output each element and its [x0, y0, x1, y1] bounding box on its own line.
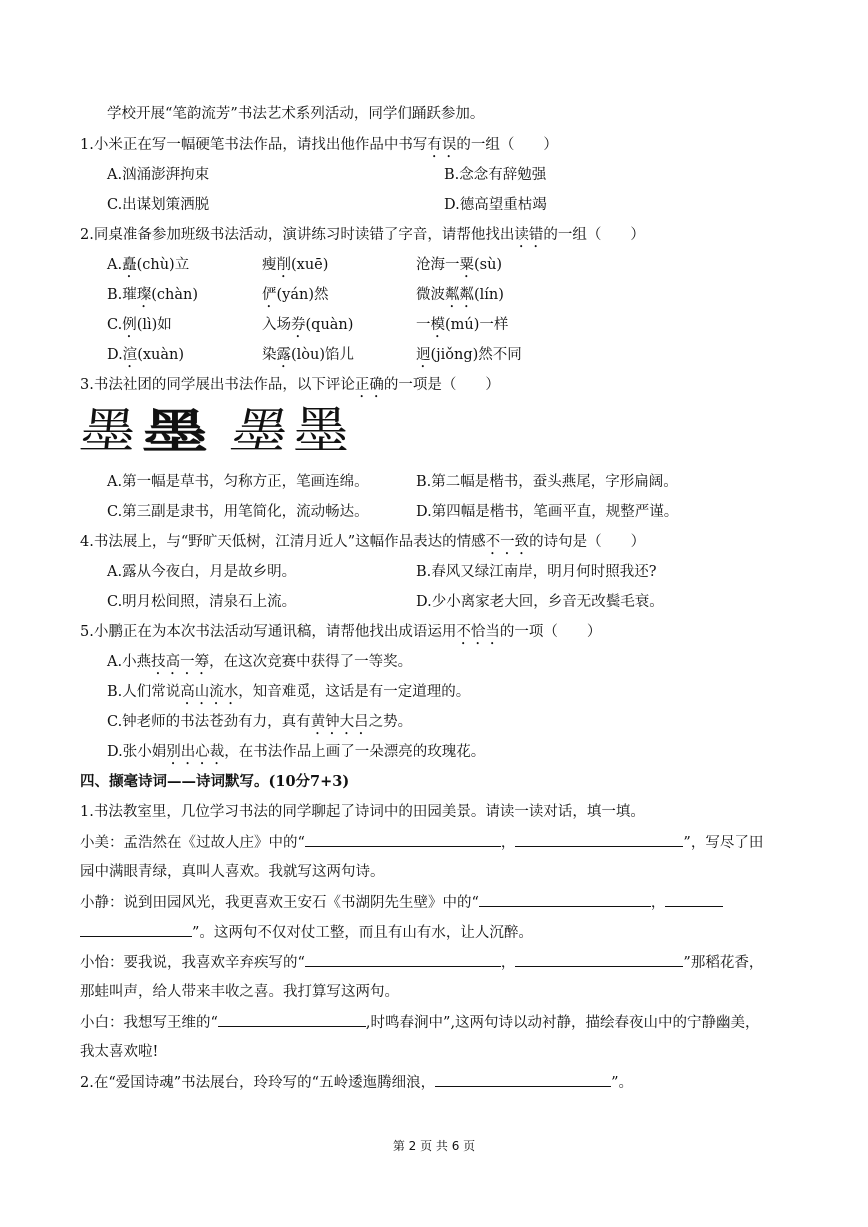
calligraphy-running: 墨: [226, 403, 295, 460]
answer-blank[interactable]: [515, 832, 683, 847]
xiaojing-line2: [80, 922, 533, 943]
xiaobai-line1: [80, 1012, 760, 1033]
dialog-text: 小静：说到田园风光，我更喜欢王安石《书湖阴先生壁》中的“: [80, 895, 479, 911]
xiaomei-line2: 园中满眼青绿，真叫人喜欢。我就写这两句诗。: [80, 864, 385, 880]
q2-row-a-col2: [262, 255, 328, 281]
q3-stem-b: 的一项是（ ）: [383, 377, 500, 393]
q2-stem-emphasis: 读错: [514, 227, 544, 243]
q5-text: B.人们常说: [107, 684, 181, 700]
q2-dotted-char: 削: [276, 257, 291, 273]
q2-dotted-char: 模: [430, 317, 445, 333]
q3-option-b: B.第二幅是楷书，蚕头燕尾，字形扁阔。: [416, 474, 678, 490]
answer-blank[interactable]: [305, 952, 501, 967]
q2-pinyin: (jiǒng)然不同: [430, 347, 522, 363]
q2-dotted-char: 俨: [262, 287, 277, 303]
q2-text: 入场: [262, 317, 291, 333]
q2-row-c-col1: [107, 315, 172, 341]
q5-idiom: 黄钟大吕: [310, 714, 369, 730]
section4-q1-stem: 1.书法教室里，几位学习书法的同学聊起了诗词中的田园美景。请读一读对话，填一填。: [80, 804, 645, 820]
q3-option-a: A.第一幅是草书，匀称方正，笔画连绵。: [107, 474, 369, 490]
q2-pinyin: (xuē): [291, 257, 329, 273]
dialog-text: ”那稻花香，: [683, 955, 764, 971]
q2-pinyin: (lín): [474, 287, 504, 303]
q1-option-b: B.念念有辞勉强: [444, 167, 547, 183]
dialog-text: ,时鸣春涧中”,这两句诗以动衬静，描绘春夜山中的宁静幽美，: [365, 1015, 760, 1031]
q2-stem-a: 2.同桌准备参加班级书法活动，演讲练习时读错了字音，请帮他找出: [80, 227, 515, 243]
dialog-text: ，: [500, 835, 516, 851]
q5-option-b: [107, 682, 470, 708]
q5-text: ，在书法作品上画了一朵漂亮的玫瑰花。: [224, 744, 486, 760]
dialog-text: ”。这两句不仅对仗工整，而且有山有水，让人沉醉。: [192, 925, 533, 941]
q5-text: D.张小娟: [107, 744, 167, 760]
q5-idiom: 高山流水: [180, 684, 239, 700]
q3-stem-emphasis: 正确: [354, 377, 384, 393]
q2-row-b-col2: [262, 285, 329, 311]
q1-stem-emphasis: 有误: [427, 137, 457, 153]
q3-option-d: D.第四幅是楷书，笔画平直，规整严谨。: [416, 504, 679, 520]
q2-row-b-col1: [107, 285, 198, 311]
q2-row-a-col1: [107, 255, 189, 281]
q2-stem-b: 的一组（ ）: [543, 227, 645, 243]
dialog-text: ”，写尽了田: [683, 835, 764, 851]
calligraphy-regular: 墨: [293, 402, 349, 461]
q4-option-b: B.春风又绿江南岸，明月何时照我还?: [416, 564, 657, 580]
q5-option-c: [107, 712, 412, 738]
q5-stem: [80, 622, 601, 648]
q2-dotted-char: 例: [122, 317, 137, 333]
q5-idiom: 别出心裁: [166, 744, 225, 760]
dialog-text: ”。: [611, 1075, 633, 1091]
q2-dotted-char: 渲: [122, 347, 138, 363]
q2-text: A.: [107, 257, 123, 273]
q2-pinyin: (chàn): [151, 287, 199, 303]
q2-pinyin: (chù)立: [136, 257, 190, 273]
xiaoyi-line2: 那蛙叫声，给人带来丰收之喜。我打算写这两句。: [80, 984, 399, 1000]
q4-option-d: D.少小离家老大回，乡音无改鬓毛衰。: [416, 594, 664, 610]
q2-text: 微波: [416, 287, 445, 303]
answer-blank[interactable]: [665, 892, 723, 907]
q2-text: D.: [107, 347, 123, 363]
dialog-text: 小白：我想写王维的“: [80, 1015, 218, 1031]
dialog-text: ，: [650, 895, 666, 911]
q2-dotted-char: 璨: [136, 287, 152, 303]
q5-option-a: [107, 652, 412, 678]
q5-idiom: 技高一筹: [151, 654, 210, 670]
q1-option-d: D.德高望重枯竭: [444, 197, 547, 213]
calligraphy-clerical: 墨: [141, 404, 209, 460]
q1-stem-b: 的一组（ ）: [456, 137, 558, 153]
q3-stem: [80, 375, 500, 401]
q2-text: 一: [416, 317, 431, 333]
q5-text: A.小燕: [107, 654, 152, 670]
page-footer: 第 2 页 共 6 页: [392, 1139, 476, 1153]
q5-stem-emphasis: 不恰当: [456, 624, 500, 640]
answer-blank[interactable]: [435, 1072, 611, 1087]
q2-stem: [80, 225, 645, 251]
q1-stem: [80, 135, 558, 161]
q2-pinyin: (sù): [474, 257, 503, 273]
dialog-text: ，: [500, 955, 516, 971]
q2-dotted-char: 迥: [416, 347, 431, 363]
q2-pinyin: (quàn): [305, 317, 354, 333]
answer-blank[interactable]: [479, 892, 651, 907]
q2-text: 染: [262, 347, 277, 363]
q3-option-c: C.第三副是隶书，用笔简化，流动畅达。: [107, 504, 369, 520]
q5-stem-b: 的一项（ ）: [499, 624, 602, 640]
answer-blank[interactable]: [515, 952, 683, 967]
q2-row-c-col3: [416, 315, 508, 341]
xiaojing-line1: [80, 892, 723, 913]
q2-row-a-col3: [416, 255, 502, 281]
q5-option-d: [107, 742, 485, 768]
q1-option-a: A.汹涌澎湃拘束: [107, 167, 210, 183]
xiaobai-line2: 我太喜欢啦!: [80, 1044, 159, 1060]
q5-text: ，知音难觅，这话是有一定道理的。: [238, 684, 471, 700]
q4-stem: [80, 532, 645, 558]
q2-text: 沧海一: [416, 257, 460, 273]
q2-row-d-col2: [262, 345, 354, 371]
q2-pinyin: (mú)一样: [445, 317, 509, 333]
q2-row-c-col2: [262, 315, 353, 341]
q2-pinyin: (lòu)馅儿: [291, 347, 355, 363]
q1-option-c: C.出谋划策洒脱: [107, 197, 210, 213]
q2-dotted-char: 券: [291, 317, 306, 333]
q2-row-d-col3: [416, 345, 522, 371]
q4-stem-a: 4.书法展上，与“野旷天低树，江清月近人”这幅作品表达的情感: [80, 534, 486, 550]
answer-blank[interactable]: [305, 832, 501, 847]
q5-stem-a: 5.小鹏正在为本次书法活动写通讯稿，请帮他找出成语运用: [80, 624, 457, 640]
q2-text: 瘦: [262, 257, 277, 273]
q3-stem-a: 3.书法社团的同学展出书法作品，以下评论: [80, 377, 355, 393]
q2-pinyin: (xuàn): [137, 347, 185, 363]
q2-dotted-char: 矗: [122, 257, 137, 273]
q2-dotted-char: 粟: [459, 257, 474, 273]
q4-stem-b: 的诗句是（ ）: [529, 534, 646, 550]
xiaomei-line1: [80, 832, 763, 853]
section4-title: 四、撷毫诗词——诗词默写。(10分7+3): [80, 773, 350, 790]
q1-stem-a: 1.小米正在写一幅硬笔书法作品，请找出他作品中书写: [80, 137, 428, 153]
q2-dotted-char: 粼粼: [445, 287, 474, 303]
dialog-text: 2.在“爱国诗魂”书法展台，玲玲写的“五岭逶迤腾细浪，: [80, 1075, 436, 1091]
dialog-text: 小美：孟浩然在《过故人庄》中的“: [80, 835, 305, 851]
q2-row-d-col1: [107, 345, 184, 371]
q2-pinyin: (lì)如: [136, 317, 172, 333]
q4-option-a: A.露从今夜白，月是故乡明。: [107, 564, 297, 580]
section4-q2: [80, 1072, 633, 1093]
q5-text: 之势。: [368, 714, 413, 730]
answer-blank[interactable]: [218, 1012, 366, 1027]
intro-text: 学校开展“笔韵流芳”书法艺术系列活动，同学们踊跃参加。: [107, 106, 485, 122]
answer-blank[interactable]: [80, 922, 192, 937]
q4-stem-emphasis: 不一致: [485, 534, 530, 550]
q2-dotted-char: 露: [276, 347, 291, 363]
dialog-text: 小怡：要我说，我喜欢辛弃疾写的“: [80, 955, 305, 971]
q5-text: ，在这次竞赛中获得了一等奖。: [209, 654, 413, 670]
q2-text: C.: [107, 317, 123, 333]
q2-row-b-col3: [416, 285, 504, 311]
q2-text: B.璀: [107, 287, 137, 303]
q2-pinyin: (yán)然: [276, 287, 329, 303]
xiaoyi-line1: [80, 952, 763, 973]
q4-option-c: C.明月松间照，清泉石上流。: [107, 594, 297, 610]
q5-text: C.钟老师的书法苍劲有力，真有: [107, 714, 311, 730]
calligraphy-cursive: 墨: [77, 403, 137, 460]
